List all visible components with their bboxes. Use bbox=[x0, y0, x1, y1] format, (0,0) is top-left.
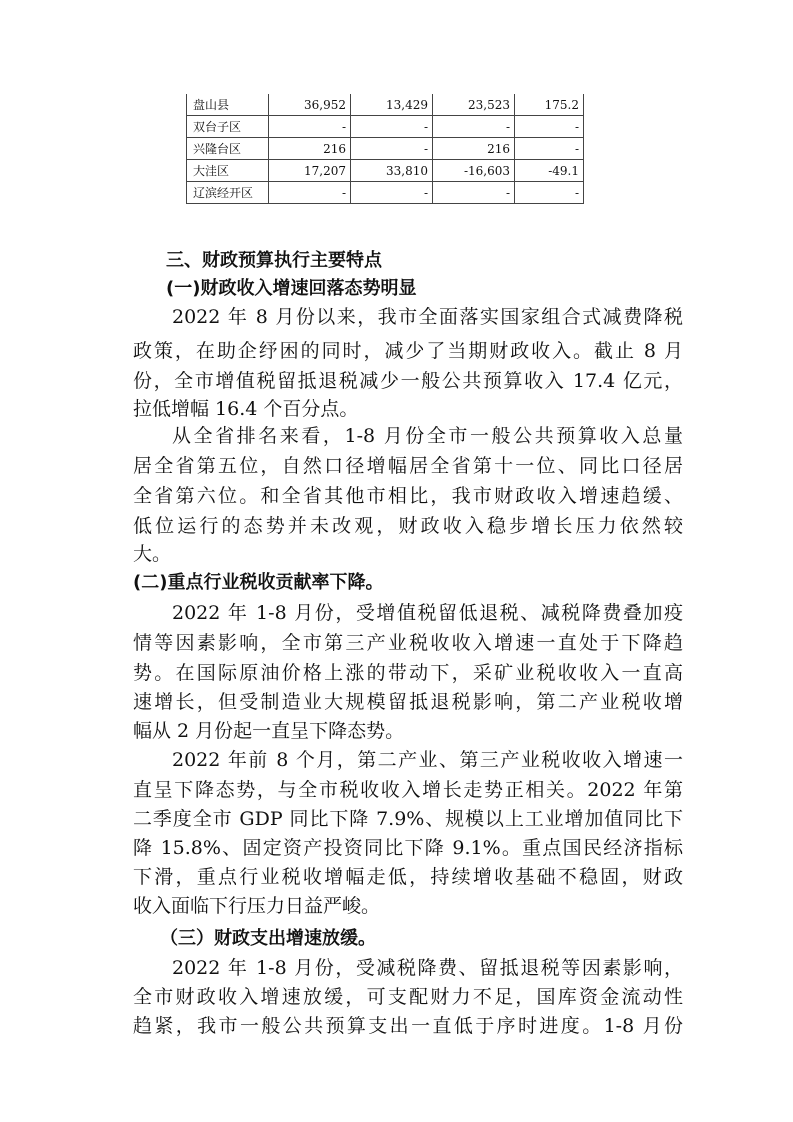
table-row bbox=[187, 160, 584, 182]
paragraph-line: 趋紧，我市一般公共预算支出一直低于序时进度。1-8 月份 bbox=[133, 1015, 683, 1037]
subsection-heading: (二)重点行业税收贡献率下降。 bbox=[133, 572, 384, 593]
paragraph-line: 二季度全市 GDP 同比下降 7.9%、规模以上工业增加值同比下 bbox=[133, 808, 683, 830]
table-cell: 辽滨经开区 bbox=[187, 182, 269, 204]
paragraph-line: 幅从 2 月份起一直呈下降态势。 bbox=[133, 720, 405, 742]
paragraph-line: 拉低增幅 16.4 个百分点。 bbox=[133, 398, 359, 420]
table-cell: -16,603 bbox=[433, 160, 515, 182]
paragraph-line: 居全省第五位，自然口径增幅居全省第十一位、同比口径居 bbox=[133, 455, 683, 477]
paragraph-line: 2022 年 8 月份以来，我市全面落实国家组合式减费降税 bbox=[172, 306, 683, 328]
paragraph-line: 全省第六位。和全省其他市相比，我市财政收入增速趋缓、 bbox=[133, 485, 683, 507]
table-cell: 双台子区 bbox=[187, 116, 269, 138]
table-cell: 大洼区 bbox=[187, 160, 269, 182]
subsection-heading: (一)财政收入增速回落态势明显 bbox=[166, 278, 417, 299]
paragraph-line: 势。在国际原油价格上涨的带动下，采矿业税收收入一直高 bbox=[133, 662, 683, 684]
table-cell: - bbox=[433, 116, 515, 138]
paragraph-line: 从全省排名来看，1-8 月份全市一般公共预算收入总量 bbox=[172, 425, 683, 447]
paragraph-line: 低位运行的态势并未改观，财政收入稳步增长压力依然较 bbox=[133, 515, 683, 537]
table-cell: - bbox=[515, 138, 584, 160]
table-cell: 33,810 bbox=[351, 160, 433, 182]
table-cell: - bbox=[515, 182, 584, 204]
revenue-table bbox=[186, 94, 584, 204]
table-cell: 175.2 bbox=[515, 94, 584, 116]
table-cell: - bbox=[269, 116, 351, 138]
paragraph-line: 大。 bbox=[133, 543, 172, 565]
paragraph-line: 速增长，但受制造业大规模留抵退税影响，第二产业税收增 bbox=[133, 691, 683, 713]
table-cell: 36,952 bbox=[269, 94, 351, 116]
paragraph-line: 情等因素影响，全市第三产业税收收入增速一直处于下降趋 bbox=[133, 632, 683, 654]
table-cell: - bbox=[351, 138, 433, 160]
paragraph-line: 全市财政收入增速放缓，可支配财力不足，国库资金流动性 bbox=[133, 986, 683, 1008]
paragraph-line: 2022 年 1-8 月份，受增值税留低退税、减税降费叠加疫 bbox=[172, 602, 683, 624]
table-row bbox=[187, 116, 584, 138]
paragraph-line: 收入面临下行压力日益严峻。 bbox=[133, 895, 381, 917]
paragraph-line: 政策，在助企纾困的同时，减少了当期财政收入。截止 8 月 bbox=[133, 340, 683, 362]
table-cell: 216 bbox=[433, 138, 515, 160]
paragraph-line: 直呈下降态势，与全市税收收入增长走势正相关。2022 年第 bbox=[133, 779, 683, 801]
table-cell: 216 bbox=[269, 138, 351, 160]
paragraph-line: 下滑，重点行业税收增幅走低，持续增收基础不稳固，财政 bbox=[133, 866, 683, 888]
subsection-heading: （三）财政支出增速放缓。 bbox=[160, 928, 376, 949]
table-cell: 13,429 bbox=[351, 94, 433, 116]
table-cell: - bbox=[351, 182, 433, 204]
table-cell: - bbox=[351, 116, 433, 138]
table-cell: - bbox=[269, 182, 351, 204]
section-heading: 三、财政预算执行主要特点 bbox=[166, 250, 382, 271]
paragraph-line: 降 15.8%、固定资产投资同比下降 9.1%。重点国民经济指标 bbox=[133, 837, 683, 859]
table-row bbox=[187, 138, 584, 160]
table-cell: -49.1 bbox=[515, 160, 584, 182]
table-row bbox=[187, 182, 584, 204]
paragraph-line: 2022 年前 8 个月，第二产业、第三产业税收收入增速一 bbox=[172, 749, 683, 771]
table-row bbox=[187, 94, 584, 116]
paragraph-line: 2022 年 1-8 月份，受减税降费、留抵退税等因素影响， bbox=[172, 957, 683, 979]
table-cell: 17,207 bbox=[269, 160, 351, 182]
table-cell: 兴隆台区 bbox=[187, 138, 269, 160]
table-cell: 23,523 bbox=[433, 94, 515, 116]
table-cell: - bbox=[515, 116, 584, 138]
table-cell: 盘山县 bbox=[187, 94, 269, 116]
paragraph-line: 份，全市增值税留抵退税减少一般公共预算收入 17.4 亿元， bbox=[133, 370, 683, 392]
table-cell: - bbox=[433, 182, 515, 204]
